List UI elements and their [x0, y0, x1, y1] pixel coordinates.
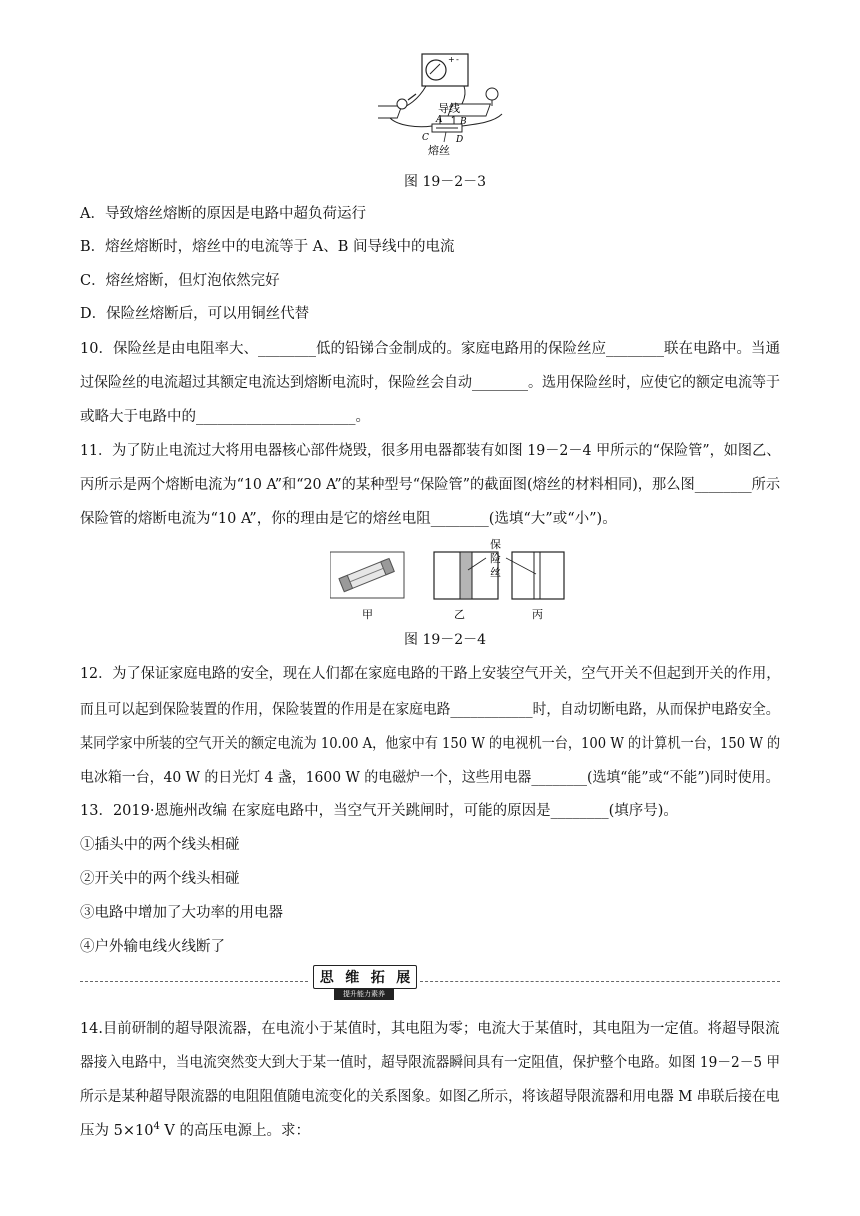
- section-badge: [313, 965, 415, 1001]
- q13-option-3: ③电路中增加了大功率的用电器: [80, 905, 283, 921]
- label-c: C: [422, 133, 429, 143]
- label-bing: 丙: [532, 608, 543, 621]
- q12-line-3: 某同学家中所装的空气开关的额定电流为 10.00 A，他家中有 150 W 的电视机一台，100 W 的计算机一台，150 W 的: [80, 736, 781, 752]
- q9-option-a: A．导致熔丝熔断的原因是电路中超负荷运行: [80, 206, 366, 222]
- ammeter-dial-icon: [426, 60, 446, 80]
- q14-line-4-prefix: 压为 5×10: [80, 1123, 154, 1139]
- fuse-label-1: 保: [490, 538, 501, 551]
- label-d: D: [456, 135, 464, 145]
- meter-plus-label: +: [448, 55, 455, 64]
- q9-option-d: D．保险丝熔断后，可以用铜丝代替: [80, 306, 310, 322]
- figure-19-2-3: [378, 50, 518, 162]
- q14-line-2: 器接入电路中，当电流突然变大到大于某一值时，超导限流器瞬间具有一定阻值，保护整个电路。如图 19－2－5 甲: [80, 1055, 781, 1071]
- q12-line-4: 电冰箱一台，40 W 的日光灯 4 盏，1600 W 的电磁炉一个，这些用电器________(选填“能”或“不能”)同时使用。: [80, 770, 780, 786]
- wire-label: 导线: [438, 102, 460, 115]
- q12-line-2: 而且可以起到保险装置的作用，保险装置的作用是在家庭电路____________时，自动切断电路，从而保护电路安全。: [80, 702, 780, 718]
- fuse-label-3: 丝: [490, 566, 501, 579]
- q10-line-3: 或略大于电路中的______________________。: [80, 409, 370, 425]
- label-b: B: [460, 117, 467, 127]
- figure-caption-19-2-3: 图 19－2－3: [404, 174, 487, 190]
- left-bulb-icon: [397, 99, 407, 109]
- q14-exponent: 4: [153, 1121, 160, 1133]
- thick-fuse-wire: [460, 552, 472, 599]
- figure-19-2-4: [330, 536, 570, 626]
- banner-char-1: 思: [319, 970, 334, 986]
- divider-left: [80, 981, 308, 982]
- label-a: A: [436, 115, 443, 125]
- fuse-label: 熔丝: [428, 144, 450, 157]
- banner-char-4: 展: [396, 970, 411, 986]
- circuit-diagram: [378, 50, 518, 162]
- q13-option-4: ④户外输电线火线断了: [80, 939, 225, 955]
- q10-line-2: 过保险丝的电流超过其额定电流达到熔断电流时，保险丝会自动________。选用保险丝时，应使它的额定电流等于: [80, 375, 780, 391]
- q11-line-1: 11．为了防止电流过大将用电器核心部件烧毁，很多用电器都装有如图 19－2－4 甲所示的“保险管”，如图乙、: [80, 443, 781, 459]
- figure-caption-19-2-4: 图 19－2－4: [404, 632, 487, 648]
- label-yi: 乙: [454, 608, 465, 621]
- q9-option-b: B．熔丝熔断时，熔丝中的电流等于 A、B 间导线中的电流: [80, 239, 455, 255]
- right-bulb-icon: [486, 88, 498, 100]
- q9-option-c: C．熔丝熔断，但灯泡依然完好: [80, 273, 280, 289]
- q11-line-3: 保险管的熔断电流为“10 A”，你的理由是它的熔丝电阻________(选填“大”或“小”)。: [80, 511, 617, 527]
- banner-char-3: 拓: [370, 970, 385, 986]
- q14-line-1: 14.目前研制的超导限流器，在电流小于某值时，其电阻为零；电流大于某值时，其电阻为一定值。将超导限流: [80, 1021, 780, 1037]
- q14-line-4: [80, 1121, 310, 1141]
- banner-subtitle: 提升能力素养: [334, 989, 394, 1000]
- q12-line-1: 12．为了保证家庭电路的安全，现在人们都在家庭电路的干路上安装空气开关，空气开关不但起到开关的作用，: [80, 666, 781, 682]
- q13-stem: 13．2019·恩施州改编 在家庭电路中，当空气开关跳闸时，可能的原因是________(填序号)。: [80, 803, 678, 819]
- q14-line-4-suffix: V 的高压电源上。求：: [159, 1123, 311, 1139]
- banner-char-2: 维: [345, 970, 360, 986]
- divider-right: [420, 981, 780, 982]
- q11-line-2: 丙所示是两个熔断电流为“10 A”和“20 A”的某种型号“保险管”的截面图(熔丝的材料相同)，那么图________所示: [80, 477, 781, 493]
- meter-minus-label: -: [456, 55, 459, 64]
- cross-section-bing: [512, 552, 564, 599]
- label-jia: 甲: [362, 608, 373, 621]
- fuse-label-2: 险: [490, 552, 501, 565]
- q14-line-3: 所示是某种超导限流器的电阻阻值随电流变化的关系图象。如图乙所示，将该超导限流器和用电器 M 串联后接在电: [80, 1089, 780, 1105]
- section-banner: [80, 965, 780, 1005]
- q10-line-1: 10．保险丝是由电阻率大、________低的铅锑合金制成的。家庭电路用的保险丝应________联在电路中。当通: [80, 341, 780, 357]
- q13-option-1: ①插头中的两个线头相碰: [80, 837, 240, 853]
- q13-option-2: ②开关中的两个线头相碰: [80, 871, 240, 887]
